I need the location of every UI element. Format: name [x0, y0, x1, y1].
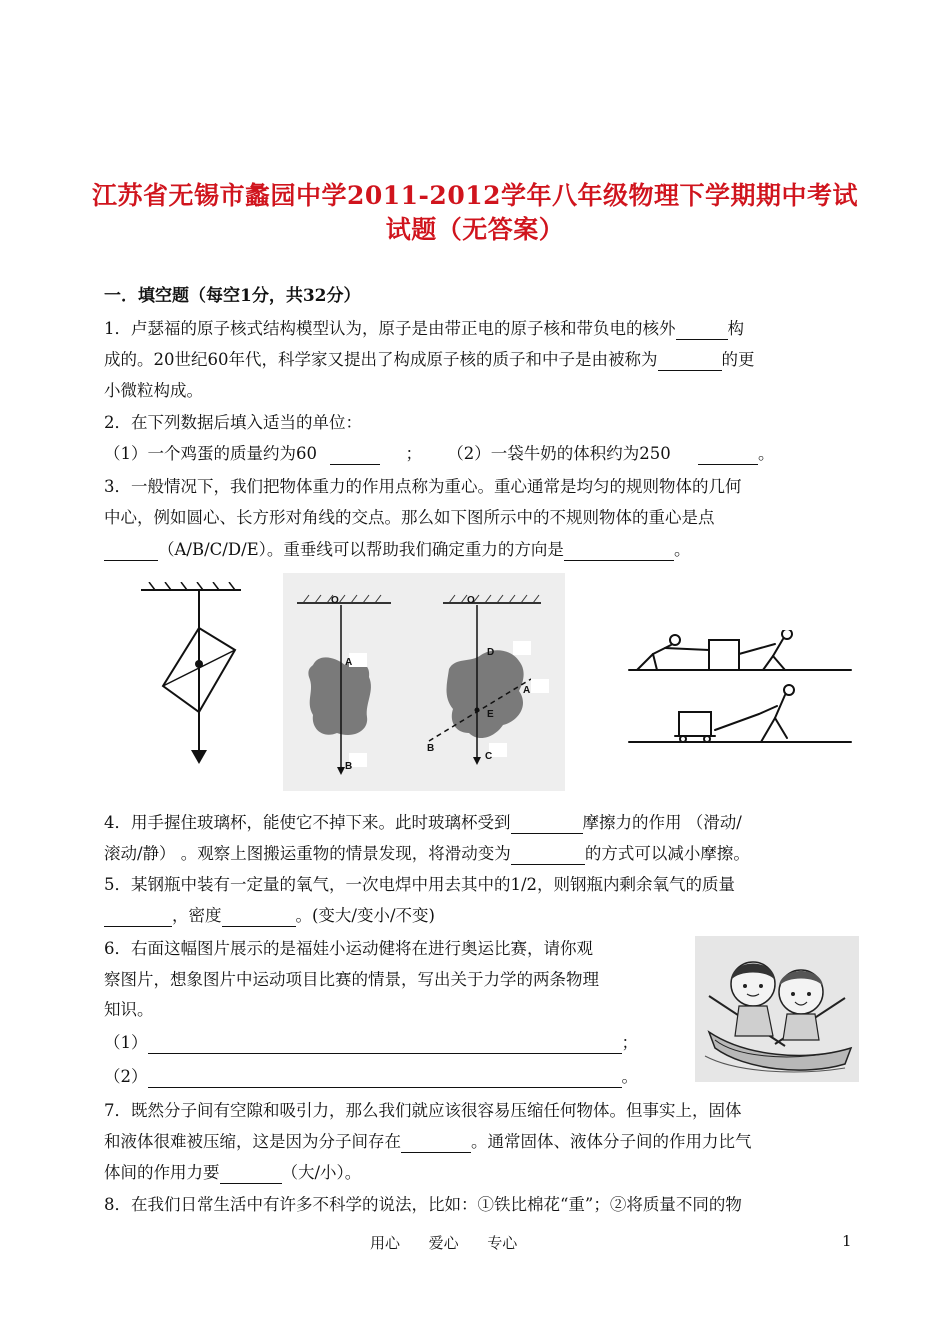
figure-label: B — [345, 761, 353, 772]
question-3-line-3: （A/B/C/D/E）。重垂线可以帮助我们确定重力的方向是 。 — [104, 539, 690, 561]
moving-box-figure — [625, 630, 855, 770]
question-1-line-1: 1．卢瑟福的原子核式结构模型认为，原子是由带正电的原子核和带负电的核外 构 — [104, 319, 744, 338]
footer-motto: 用心 爱心 专心 — [370, 1234, 518, 1252]
question-3-line-1: 3．一般情况下，我们把物体重力的作用点称为重心。重心通常是均匀的规则物体的几何 — [104, 477, 742, 496]
question-2-line-2: （1）一个鸡蛋的质量约为60 ； （2）一袋牛奶的体积约为250 。 — [104, 444, 775, 463]
answer-blank[interactable] — [564, 542, 674, 561]
question-4-line-2: 滚动/静） 。观察上图搬运重物的情景发现，将滑动变为 的方式可以减小摩擦。 — [104, 844, 750, 863]
figure-label: O — [467, 595, 475, 606]
question-7-line-2: 和液体很难被压缩，这是因为分子间存在 。通常固体、液体分子间的作用力比气 — [104, 1132, 752, 1151]
question-1-line-3: 小微粒构成。 — [104, 381, 203, 400]
figure-label: B — [427, 743, 435, 754]
document-title-line1: 江苏省无锡市蠡园中学2011-2012学年八年级物理下学期期中考试 — [91, 181, 859, 210]
answer-blank[interactable] — [658, 352, 722, 371]
figure-label: A — [523, 685, 531, 696]
figure-label: A — [345, 657, 353, 668]
answer-blank[interactable] — [676, 321, 728, 340]
section-heading: 一．填空题（每空1分，共32分） — [104, 286, 361, 306]
answer-line[interactable] — [148, 1069, 622, 1088]
question-6-answer-1: （1） ； — [104, 1033, 638, 1052]
question-4-line-1: 4．用手握住玻璃杯，能使它不掉下来。此时玻璃杯受到 摩擦力的作用 （滑动/ — [104, 813, 742, 832]
question-7-line-1: 7．既然分子间有空隙和吸引力，那么我们就应该很容易压缩任何物体。但事实上，固体 — [104, 1101, 742, 1120]
answer-line[interactable] — [148, 1035, 622, 1054]
page-number: 1 — [842, 1232, 852, 1250]
answer-blank[interactable] — [698, 446, 758, 465]
figure-label: D — [487, 647, 495, 658]
hanging-frame-figure — [135, 582, 255, 772]
answer-blank[interactable] — [401, 1134, 471, 1153]
answer-blank[interactable] — [104, 542, 158, 561]
figure-label: E — [487, 709, 494, 720]
answer-blank[interactable] — [222, 908, 296, 927]
question-1-line-2: 成的。20世纪60年代，科学家又提出了构成原子核的质子和中子是由被称为 的更 — [104, 350, 755, 369]
question-8-line-1: 8．在我们日常生活中有许多不科学的说法，比如：①铁比棉花“重”；②将质量不同的物 — [104, 1195, 742, 1214]
answer-blank[interactable] — [511, 815, 583, 834]
question-6-line-2: 察图片，想象图片中运动项目比赛的情景，写出关于力学的两条物理 — [104, 970, 599, 989]
question-5-line-1: 5．某钢瓶中装有一定量的氧气，一次电焊中用去其中的1/2，则钢瓶内剩余氧气的质量 — [104, 875, 736, 894]
answer-blank[interactable] — [104, 908, 172, 927]
answer-blank[interactable] — [220, 1165, 282, 1184]
irregular-plate-figure — [283, 573, 565, 791]
answer-blank[interactable] — [330, 446, 380, 465]
figure-label: O — [331, 595, 339, 606]
answer-blank[interactable] — [511, 846, 585, 865]
document-title-line2: 试题（无答案） — [385, 215, 565, 244]
question-2-line-1: 2．在下列数据后填入适当的单位： — [104, 413, 362, 432]
fuwa-rowing-illustration — [695, 936, 859, 1082]
question-3-line-2: 中心，例如圆心、长方形对角线的交点。那么如下图所示中的不规则物体的重心是点 — [104, 508, 715, 527]
figure-label: C — [485, 751, 493, 762]
question-6-line-3: 知识。 — [104, 1000, 154, 1019]
question-7-line-3: 体间的作用力要 （大/小）。 — [104, 1163, 362, 1182]
question-6-answer-2: （2） 。 — [104, 1067, 638, 1086]
question-5-line-2: ，密度 。(变大/变小/不变) — [104, 905, 435, 927]
question-6-line-1: 6．右面这幅图片展示的是福娃小运动健将在进行奥运比赛，请你观 — [104, 939, 593, 958]
